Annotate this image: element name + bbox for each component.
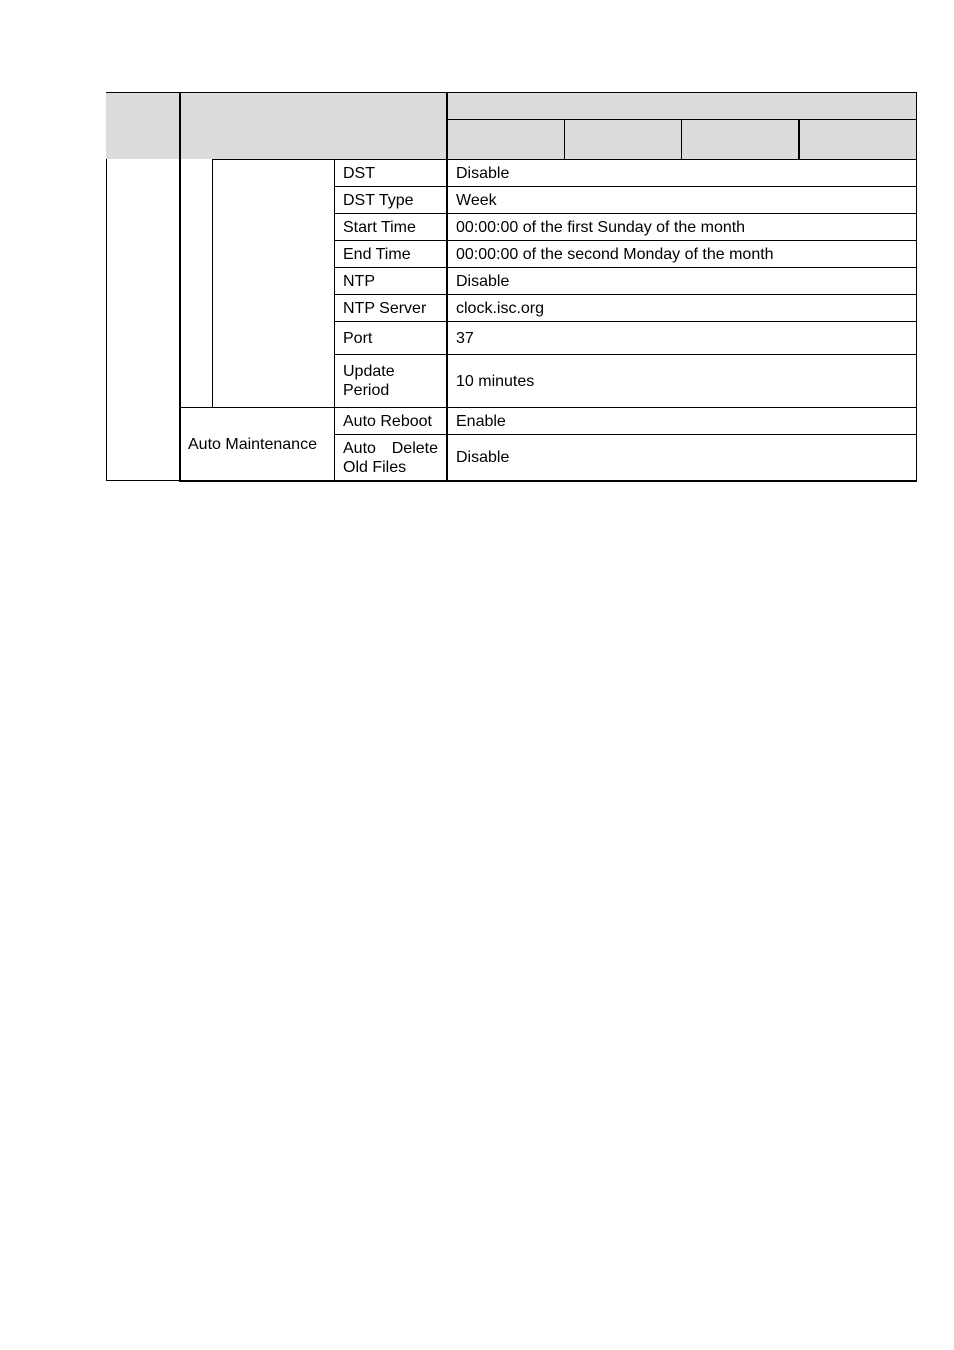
header-col-3 <box>798 119 800 159</box>
header-col-2 <box>681 119 682 159</box>
value-ntp-server: clock.isc.org <box>456 299 545 317</box>
setting-dst: DST <box>343 164 375 182</box>
setting-ntp-server: NTP Server <box>343 299 427 317</box>
header-shade-default <box>448 92 917 159</box>
bottom-border <box>179 480 917 482</box>
setting-delete-word: Delete <box>391 439 438 457</box>
value-update-period: 10 minutes <box>456 372 535 390</box>
value-auto-delete-old-files: Disable <box>456 449 510 466</box>
value-end-time: 00:00:00 of the second Monday of the month <box>456 245 774 263</box>
right-border <box>916 92 917 481</box>
setting-update-period-line2: Period <box>343 382 390 399</box>
setting-ntp: NTP <box>343 272 375 290</box>
header-shade-left <box>106 92 179 159</box>
value-ntp: Disable <box>456 272 510 290</box>
value-port: 37 <box>456 329 474 347</box>
setting-start-time: Start Time <box>343 218 416 236</box>
setting-auto-delete-old-files <box>335 435 446 480</box>
setting-port: Port <box>343 329 373 347</box>
header-shade-name <box>181 92 446 159</box>
setting-auto-delete-line2: Old Files <box>343 458 407 476</box>
value-dst-type: Week <box>456 191 497 209</box>
setting-update-period <box>335 355 446 407</box>
settings-table <box>106 92 917 481</box>
value-start-time: 00:00:00 of the first Sunday of the month <box>456 218 746 236</box>
setting-end-time: End Time <box>343 245 411 263</box>
bottom-border-left <box>106 480 181 481</box>
header-col-1 <box>564 119 565 159</box>
value-auto-reboot: Enable <box>456 412 506 430</box>
col-divider-sub <box>212 159 213 407</box>
setting-update-period-line1: Update <box>343 363 395 380</box>
group-auto-maintenance: Auto Maintenance <box>188 435 317 453</box>
left-border <box>106 159 107 481</box>
setting-dst-type: DST Type <box>343 191 414 209</box>
header-top-line <box>106 92 917 93</box>
setting-auto-word: Auto <box>343 439 376 457</box>
setting-auto-reboot: Auto Reboot <box>343 412 432 430</box>
setting-auto-delete-line1 <box>343 439 438 458</box>
value-dst: Disable <box>456 164 510 182</box>
header-subdivider <box>448 119 917 120</box>
